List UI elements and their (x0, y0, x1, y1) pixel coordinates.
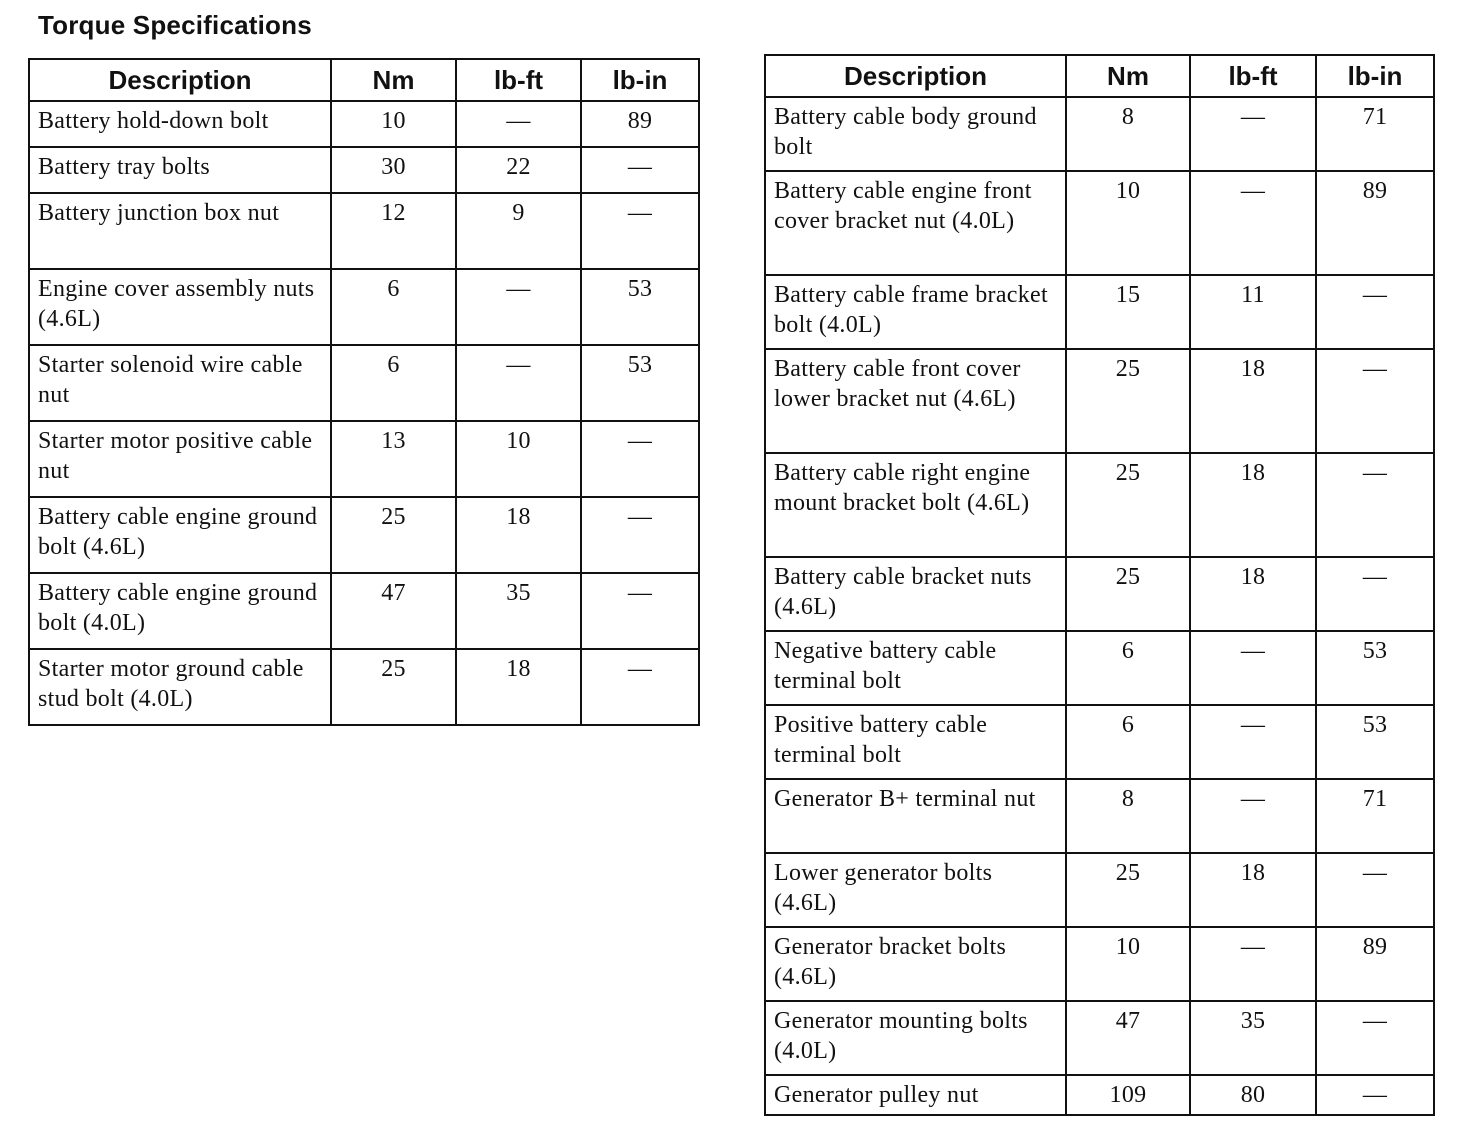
cell-description: Engine cover assembly nuts (4.6L) (29, 269, 331, 345)
cell-description: Battery cable bracket nuts (4.6L) (765, 557, 1066, 631)
cell-lb-ft: — (1190, 631, 1316, 705)
table-row (765, 557, 1434, 631)
cell-lb-in: — (581, 573, 699, 649)
cell-lb-ft: — (1190, 779, 1316, 853)
cell-nm: 10 (1066, 927, 1190, 1001)
cell-nm: 8 (1066, 97, 1190, 171)
table-row (29, 269, 699, 345)
cell-nm: 6 (331, 269, 456, 345)
cell-nm: 13 (331, 421, 456, 497)
cell-description: Battery cable frame bracket bolt (4.0L) (765, 275, 1066, 349)
cell-description: Negative battery cable terminal bolt (765, 631, 1066, 705)
cell-lb-ft: — (456, 269, 581, 345)
table-row (765, 705, 1434, 779)
page-title: Torque Specifications (38, 10, 312, 40)
cell-description: Lower generator bolts (4.6L) (765, 853, 1066, 927)
header-nm: Nm (1066, 55, 1190, 97)
cell-lb-ft: — (1190, 927, 1316, 1001)
cell-lb-in: — (581, 497, 699, 573)
cell-lb-ft: 80 (1190, 1075, 1316, 1115)
torque-table-right (764, 54, 1435, 1116)
cell-lb-ft: 18 (1190, 853, 1316, 927)
cell-lb-in: 71 (1316, 97, 1434, 171)
table-row (765, 171, 1434, 275)
cell-nm: 47 (331, 573, 456, 649)
table-row (765, 349, 1434, 453)
cell-lb-ft: 22 (456, 147, 581, 193)
cell-description: Battery cable engine ground bolt (4.6L) (29, 497, 331, 573)
cell-description: Battery cable right engine mount bracket bolt (4.6L) (765, 453, 1066, 557)
cell-lb-ft: 18 (1190, 349, 1316, 453)
cell-description: Battery hold-down bolt (29, 101, 331, 147)
cell-nm: 6 (331, 345, 456, 421)
cell-lb-in: — (581, 421, 699, 497)
cell-description: Generator mounting bolts (4.0L) (765, 1001, 1066, 1075)
header-lb-ft: lb-ft (1190, 55, 1316, 97)
table-row (765, 1001, 1434, 1075)
cell-nm: 25 (331, 649, 456, 725)
table-row (29, 193, 699, 269)
table-row (29, 101, 699, 147)
cell-nm: 25 (1066, 349, 1190, 453)
cell-lb-ft: 18 (1190, 453, 1316, 557)
cell-lb-ft: — (1190, 171, 1316, 275)
table-row (29, 649, 699, 725)
cell-lb-ft: — (456, 101, 581, 147)
table-header-row (765, 55, 1434, 97)
cell-description: Generator B+ terminal nut (765, 779, 1066, 853)
cell-lb-in: — (581, 649, 699, 725)
cell-description: Starter solenoid wire cable nut (29, 345, 331, 421)
cell-lb-ft: 35 (1190, 1001, 1316, 1075)
torque-table-left (28, 58, 700, 726)
cell-lb-ft: 11 (1190, 275, 1316, 349)
cell-lb-in: 53 (581, 269, 699, 345)
header-description: Description (765, 55, 1066, 97)
cell-nm: 47 (1066, 1001, 1190, 1075)
cell-lb-in: — (581, 193, 699, 269)
cell-description: Battery tray bolts (29, 147, 331, 193)
cell-lb-in: — (1316, 275, 1434, 349)
table-row (765, 275, 1434, 349)
cell-lb-ft: — (1190, 97, 1316, 171)
cell-lb-in: 89 (1316, 927, 1434, 1001)
table-row (765, 927, 1434, 1001)
cell-lb-ft: 18 (1190, 557, 1316, 631)
cell-nm: 30 (331, 147, 456, 193)
cell-lb-in: 53 (1316, 705, 1434, 779)
cell-description: Starter motor ground cable stud bolt (4.0L) (29, 649, 331, 725)
cell-nm: 10 (331, 101, 456, 147)
table-row (29, 345, 699, 421)
header-lb-in: lb-in (1316, 55, 1434, 97)
cell-description: Positive battery cable terminal bolt (765, 705, 1066, 779)
cell-lb-ft: 10 (456, 421, 581, 497)
cell-description: Battery junction box nut (29, 193, 331, 269)
cell-description: Battery cable body ground bolt (765, 97, 1066, 171)
table-row (29, 497, 699, 573)
cell-lb-in: — (581, 147, 699, 193)
cell-lb-in: — (1316, 557, 1434, 631)
cell-lb-in: 53 (1316, 631, 1434, 705)
cell-nm: 25 (331, 497, 456, 573)
cell-lb-ft: 18 (456, 497, 581, 573)
cell-description: Battery cable front cover lower bracket nut (4.6L) (765, 349, 1066, 453)
table-row (29, 573, 699, 649)
cell-nm: 8 (1066, 779, 1190, 853)
header-description: Description (29, 59, 331, 101)
cell-lb-in: — (1316, 453, 1434, 557)
table-row (765, 779, 1434, 853)
cell-lb-ft: — (1190, 705, 1316, 779)
cell-nm: 6 (1066, 631, 1190, 705)
table-header-row (29, 59, 699, 101)
cell-description: Generator pulley nut (765, 1075, 1066, 1115)
table-row (29, 421, 699, 497)
table-row (765, 453, 1434, 557)
cell-lb-in: — (1316, 349, 1434, 453)
cell-nm: 109 (1066, 1075, 1190, 1115)
cell-description: Generator bracket bolts (4.6L) (765, 927, 1066, 1001)
cell-lb-ft: 18 (456, 649, 581, 725)
table-row (765, 853, 1434, 927)
cell-lb-ft: — (456, 345, 581, 421)
cell-nm: 15 (1066, 275, 1190, 349)
header-lb-in: lb-in (581, 59, 699, 101)
table-row (29, 147, 699, 193)
cell-lb-in: — (1316, 1075, 1434, 1115)
table-row (765, 631, 1434, 705)
cell-nm: 25 (1066, 453, 1190, 557)
cell-nm: 25 (1066, 557, 1190, 631)
cell-lb-in: — (1316, 853, 1434, 927)
cell-description: Battery cable engine ground bolt (4.0L) (29, 573, 331, 649)
table-row (765, 97, 1434, 171)
header-lb-ft: lb-ft (456, 59, 581, 101)
cell-lb-in: 53 (581, 345, 699, 421)
cell-description: Starter motor positive cable nut (29, 421, 331, 497)
cell-nm: 12 (331, 193, 456, 269)
cell-lb-ft: 35 (456, 573, 581, 649)
cell-nm: 25 (1066, 853, 1190, 927)
cell-lb-in: — (1316, 1001, 1434, 1075)
cell-lb-ft: 9 (456, 193, 581, 269)
cell-nm: 10 (1066, 171, 1190, 275)
header-nm: Nm (331, 59, 456, 101)
cell-lb-in: 89 (581, 101, 699, 147)
cell-description: Battery cable engine front cover bracket nut (4.0L) (765, 171, 1066, 275)
table-row (765, 1075, 1434, 1115)
cell-lb-in: 89 (1316, 171, 1434, 275)
cell-nm: 6 (1066, 705, 1190, 779)
cell-lb-in: 71 (1316, 779, 1434, 853)
